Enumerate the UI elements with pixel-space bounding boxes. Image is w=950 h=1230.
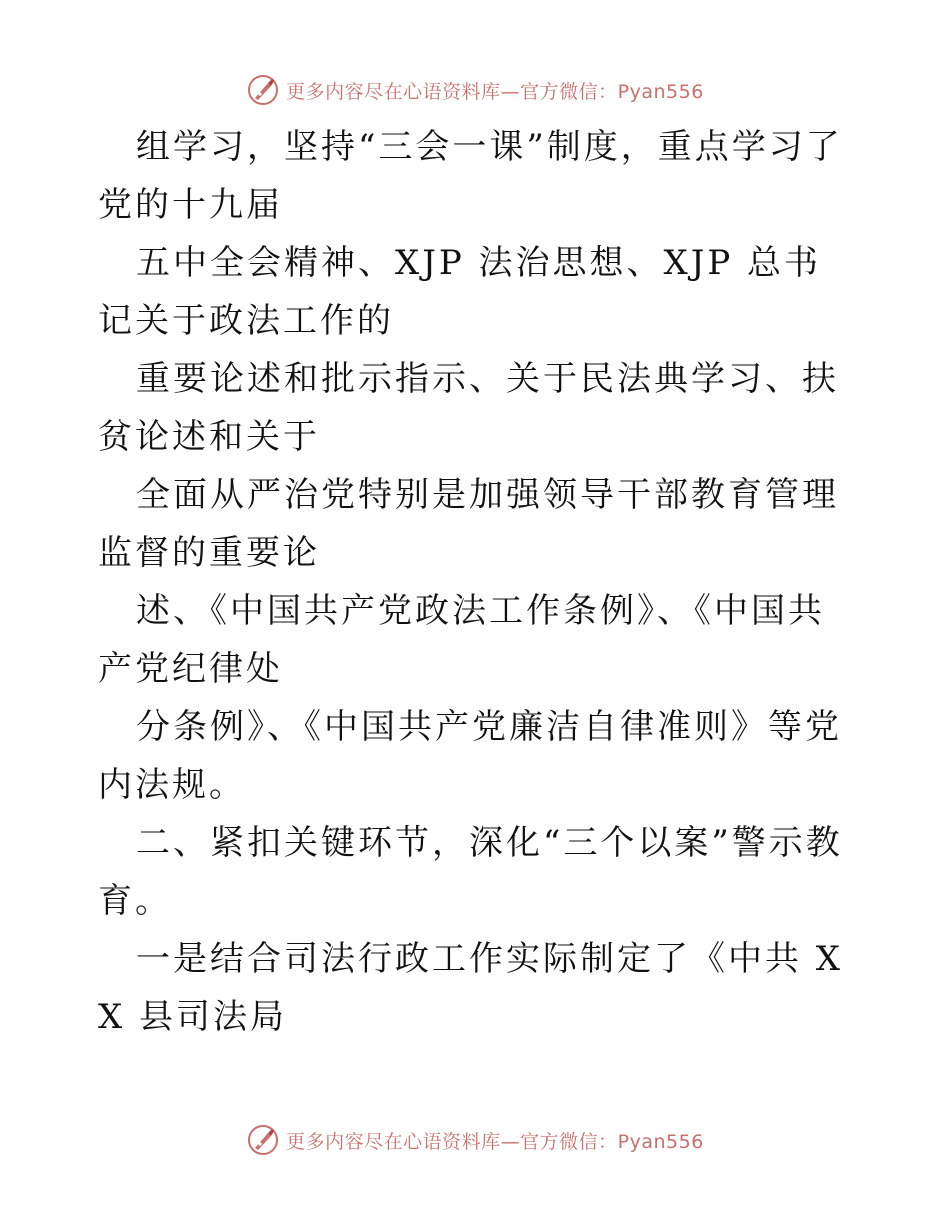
header-banner-text: 更多内容尽在心语资料库—官方微信：Pyan556 [286,80,704,103]
paragraph: 分条例》、《中国共产党廉洁自律准则》等党内法规。 [98,707,842,805]
paragraph: 组学习，坚持“三会一课”制度，重点学习了党的十九届 [98,127,843,225]
pen-nib-logo-icon [246,1123,280,1157]
paragraph: 全面从严治党特别是加强领导干部教育管理监督的重要论 [98,475,839,573]
paragraph: 重要论述和批示指示、关于民法典学习、扶贫论述和关于 [98,359,839,457]
footer-banner-text: 更多内容尽在心语资料库—官方微信：Pyan556 [286,1130,704,1153]
paragraph: 述、《中国共产党政法工作条例》、《中国共产党纪律处 [98,591,825,689]
footer-banner [0,1120,950,1160]
paragraph: 一是结合司法行政工作实际制定了《中共 XX 县司法局 [98,939,844,1037]
document-body [98,118,854,1046]
pen-nib-logo-icon [246,73,280,107]
section-heading: 二、紧扣关键环节，深化“三个以案”警示教育。 [98,823,843,921]
header-banner [0,70,950,110]
paragraph: 五中全会精神、XJP 法治思想、XJP 总书记关于政法工作的 [98,243,822,341]
